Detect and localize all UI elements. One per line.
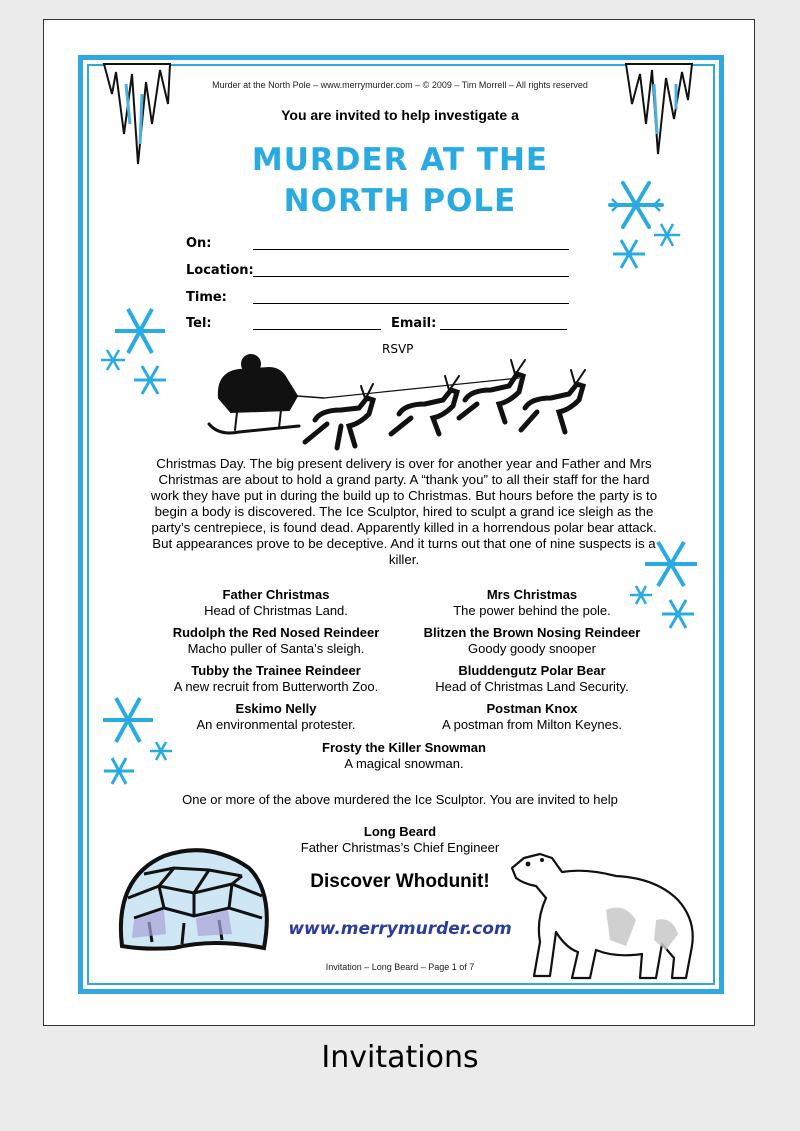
on-field[interactable] [253,249,569,250]
snowflake-icon [611,236,647,272]
snowflake-icon [102,754,136,788]
snowflake-icon [148,738,174,764]
suspect-item [148,625,404,657]
suspect-desc: Macho puller of Santa’s sleigh. [187,641,365,656]
suspect-name: Postman Knox [486,701,578,716]
polar-bear-illustration [506,850,706,985]
location-field[interactable] [253,276,569,277]
character-role: Father Christmas’s Chief Engineer [300,840,500,855]
snowflake-icon [660,596,696,632]
snowflake-icon [99,346,127,374]
suspect-desc: Head of Christmas Land Security. [435,679,629,694]
copyright-line: Murder at the North Pole – www.merrymurder.com – © 2009 – Tim Morrell – All rights reserved [212,80,588,90]
suspect-name: Bluddengutz Polar Bear [458,663,606,678]
tel-label: Tel: [186,316,212,331]
sleigh-reindeer-illustration [209,338,599,453]
page-footer: Invitation – Long Beard – Page 1 of 7 [325,962,475,972]
website-link[interactable]: www.merrymurder.com [288,919,512,939]
suspect-desc: A magical snowman. [344,756,464,771]
suspect-name: Rudolph the Red Nosed Reindeer [172,625,380,640]
suspect-name: Frosty the Killer Snowman [322,740,486,755]
suspect-name: Tubby the Trainee Reindeer [191,663,361,678]
time-label: Time: [186,290,227,305]
suspect-name: Mrs Christmas [486,587,578,602]
suspect-desc: Goody goody snooper [468,641,596,656]
suspect-item [276,740,532,772]
suspect-item [148,701,404,733]
email-label: Email: [391,316,437,331]
suspect-name: Eskimo Nelly [235,701,317,716]
snowflake-icon [132,362,168,398]
caption: Invitations [321,1040,479,1075]
discover-heading: Discover Whodunit! [310,871,490,892]
story-paragraph: Christmas Day. The big present delivery is over for another year and Father and Mrs Christmas are about to hold a grand party. A “thank you” to all their staff for the hard work they have put in during the build up to Christmas. But hours before the party is to begin a body is discovered. The Ice Sculptor, hired to sculpt a grand ice sleigh as the party’s centrepiece, is found dead. Apparently killed in a horrendous polar bear attack. But appearances prove to be deceptive. And it turns out that one of nine suspects is a killer. [150,456,658,567]
location-label: Location: [186,263,254,278]
email-field[interactable] [440,329,567,330]
character-name: Long Beard [363,824,437,839]
invite-line: You are invited to help investigate a [281,107,519,123]
on-label: On: [186,236,212,251]
suspect-name: Father Christmas [222,587,330,602]
title-line-1: MURDER AT THE [251,142,549,178]
suspect-item [404,625,660,657]
suspect-desc: A new recruit from Butterworth Zoo. [173,679,379,694]
suspect-name: Blitzen the Brown Nosing Reindeer [423,625,641,640]
suspect-desc: A postman from Milton Keynes. [442,717,622,732]
suspect-item [404,587,660,619]
tel-field[interactable] [253,329,381,330]
suspect-desc: Head of Christmas Land. [204,603,348,618]
suspect-desc: The power behind the pole. [453,603,611,618]
suspect-item [148,663,404,695]
invitation-page [43,19,755,1026]
rsvp-label: RSVP [382,342,414,356]
title-line-2: NORTH POLE [283,183,517,219]
suspect-item [404,701,660,733]
suspect-item [148,587,404,619]
snowflake-icon [652,220,682,250]
igloo-illustration [114,838,274,953]
suspect-item [404,663,660,695]
suspect-desc: An environmental protester. [196,717,356,732]
closing-line: One or more of the above murdered the Ice Sculptor. You are invited to help [182,792,618,807]
time-field[interactable] [253,303,569,304]
